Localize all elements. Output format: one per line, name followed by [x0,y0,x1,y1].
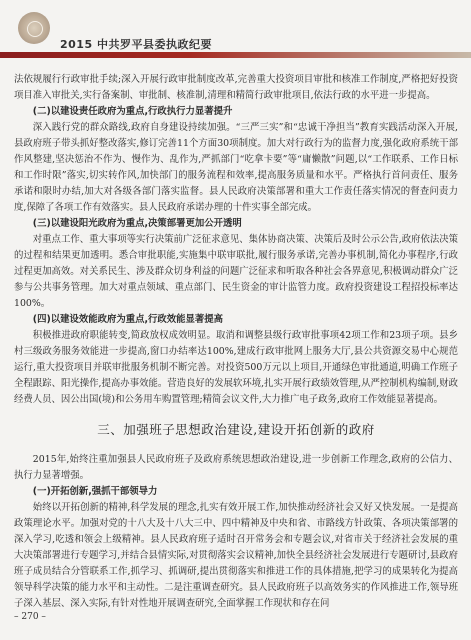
paragraph: 积极推进政府职能转变,简政放权成效明显。取消和调整县级行政审批事项42项工作和23项子项。县乡村三级政务服务效能进一步提高,窗口办结率达100%,建成行政审批网上服务大厅,县公共资源交易中心规范运行,重大投资项目并联审批服务机制不断完善。对投资500万元以上项目,开通绿色审批通道,明确工作班子全程跟踪、阳光操作,提高办事效能。营造良好的发展软环境,扎实开展行政绩效管理,从严控制机构编制,财政经费人员、因公出国(境)和公务用车购置管理;精简会议文件,大力推广电子政务,政府工作效能显著提高。 [14,330,458,405]
paragraph: 2015年,始终注重加强县人民政府班子及政府系统思想政治建设,进一步创新工作理念,政府的公信力、执行力显著增强。 [14,454,458,481]
header-color-band [0,52,471,58]
page-number: – 270 – [14,612,46,622]
paragraph: 深入践行党的群众路线,政府自身建设持续加强。“三严三实”和“忠诚干净担当”教育实践活动深入开展,县政府班子带头抓好整改落实,修订完善11个方面30项制度。加大对行政行为的监督力度,强化政府系统干部作风整建,坚决惩治不作为、慢作为、乱作为,严抓部门“吃拿卡要”等“庸懒散”问题,以“工作联系、工作日标和工作时限”落实,切实转作风,加快部门的服务流程和效率,提高服务质量和水平。严格执行首问责任、服务承诺和限时办结,加大对各级各部门落实监督。县人民政府决策部署和重大工作责任落实情况的督查问责力度,保障了各项工作有效落实。县人民政府承诺办理的十件实事全部完成。 [14,122,458,213]
paragraph: 对重点工作、重大事项等实行决策前广泛征求意见、集体协商决策、决策后及时公示公告,政府依法决策的过程和结果更加透明。悉合审批职能,实施集中联审联批,履行服务承诺,完善办事机制,简化办事程序,行政过程更加高效。对关系民生、涉及群众切身利益的问题广泛征求和听取各种社会各界意见,积极调动群众广泛参与公共事务管理。加大对重点领域、重点部门、民生资金的审计监管力度。政府投资建设工程招投标率达100%。 [14,234,458,309]
subheading: (一)开拓创新,强抓干部领导力 [32,486,158,497]
subheading: (四)以建设效能政府为重点,行政效能显著提高 [32,314,224,325]
page-header [0,0,471,62]
paragraph: 法依规履行行政审批手续;深入开展行政审批制度改革,完善重大投资项目审批和核准工作制度,严格把好投资项目准入审批关,实行备案制、审批制、核准制,清理和精简行政审批项目,依法行政的水平进一步提高。 [14,74,458,101]
paragraph: 始终以开拓创新的精神,科学发展的理念,扎实有效开展工作,加快推动经济社会又好又快发展。一是提高政策理论水平。加强对党的十八大及十八大三中、四中精神及中央和省、市路线方针政策、各项决策部署的深入学习,吃透和领会上级精神。县人民政府班子适时召开常务会和专题会议,对省市关于经济社会发展的重大决策部署进行专题学习,并结合县情实际,对贯彻落实会议精神,加快全县经济社会发展进行专题研讨,县政府班子成员结合分管联系工作,抓学习、抓调研,提出贯彻落实和推进工作的具体措施,把学习的成果转化为提高领导科学决策的能力水平和主动性。二是注重调查研究。县人民政府班子以高效务实的作风推进工作,领导班子深入基层、深入实际,有针对性地开展调查研究,全面掌握工作现状和存在问 [14,502,458,609]
running-header-title: 2015 中共罗平县委执政纪要 [60,38,212,51]
page-body [14,72,458,612]
subheading: (二)以建设责任政府为重点,行政执行力显著提升 [32,106,233,117]
emblem-icon [18,12,50,44]
section-heading: 三、加强班子思想政治建设,建设开拓创新的政府 [97,422,375,437]
subheading: (三)以建设阳光政府为重点,决策部署更加公开透明 [32,218,242,229]
